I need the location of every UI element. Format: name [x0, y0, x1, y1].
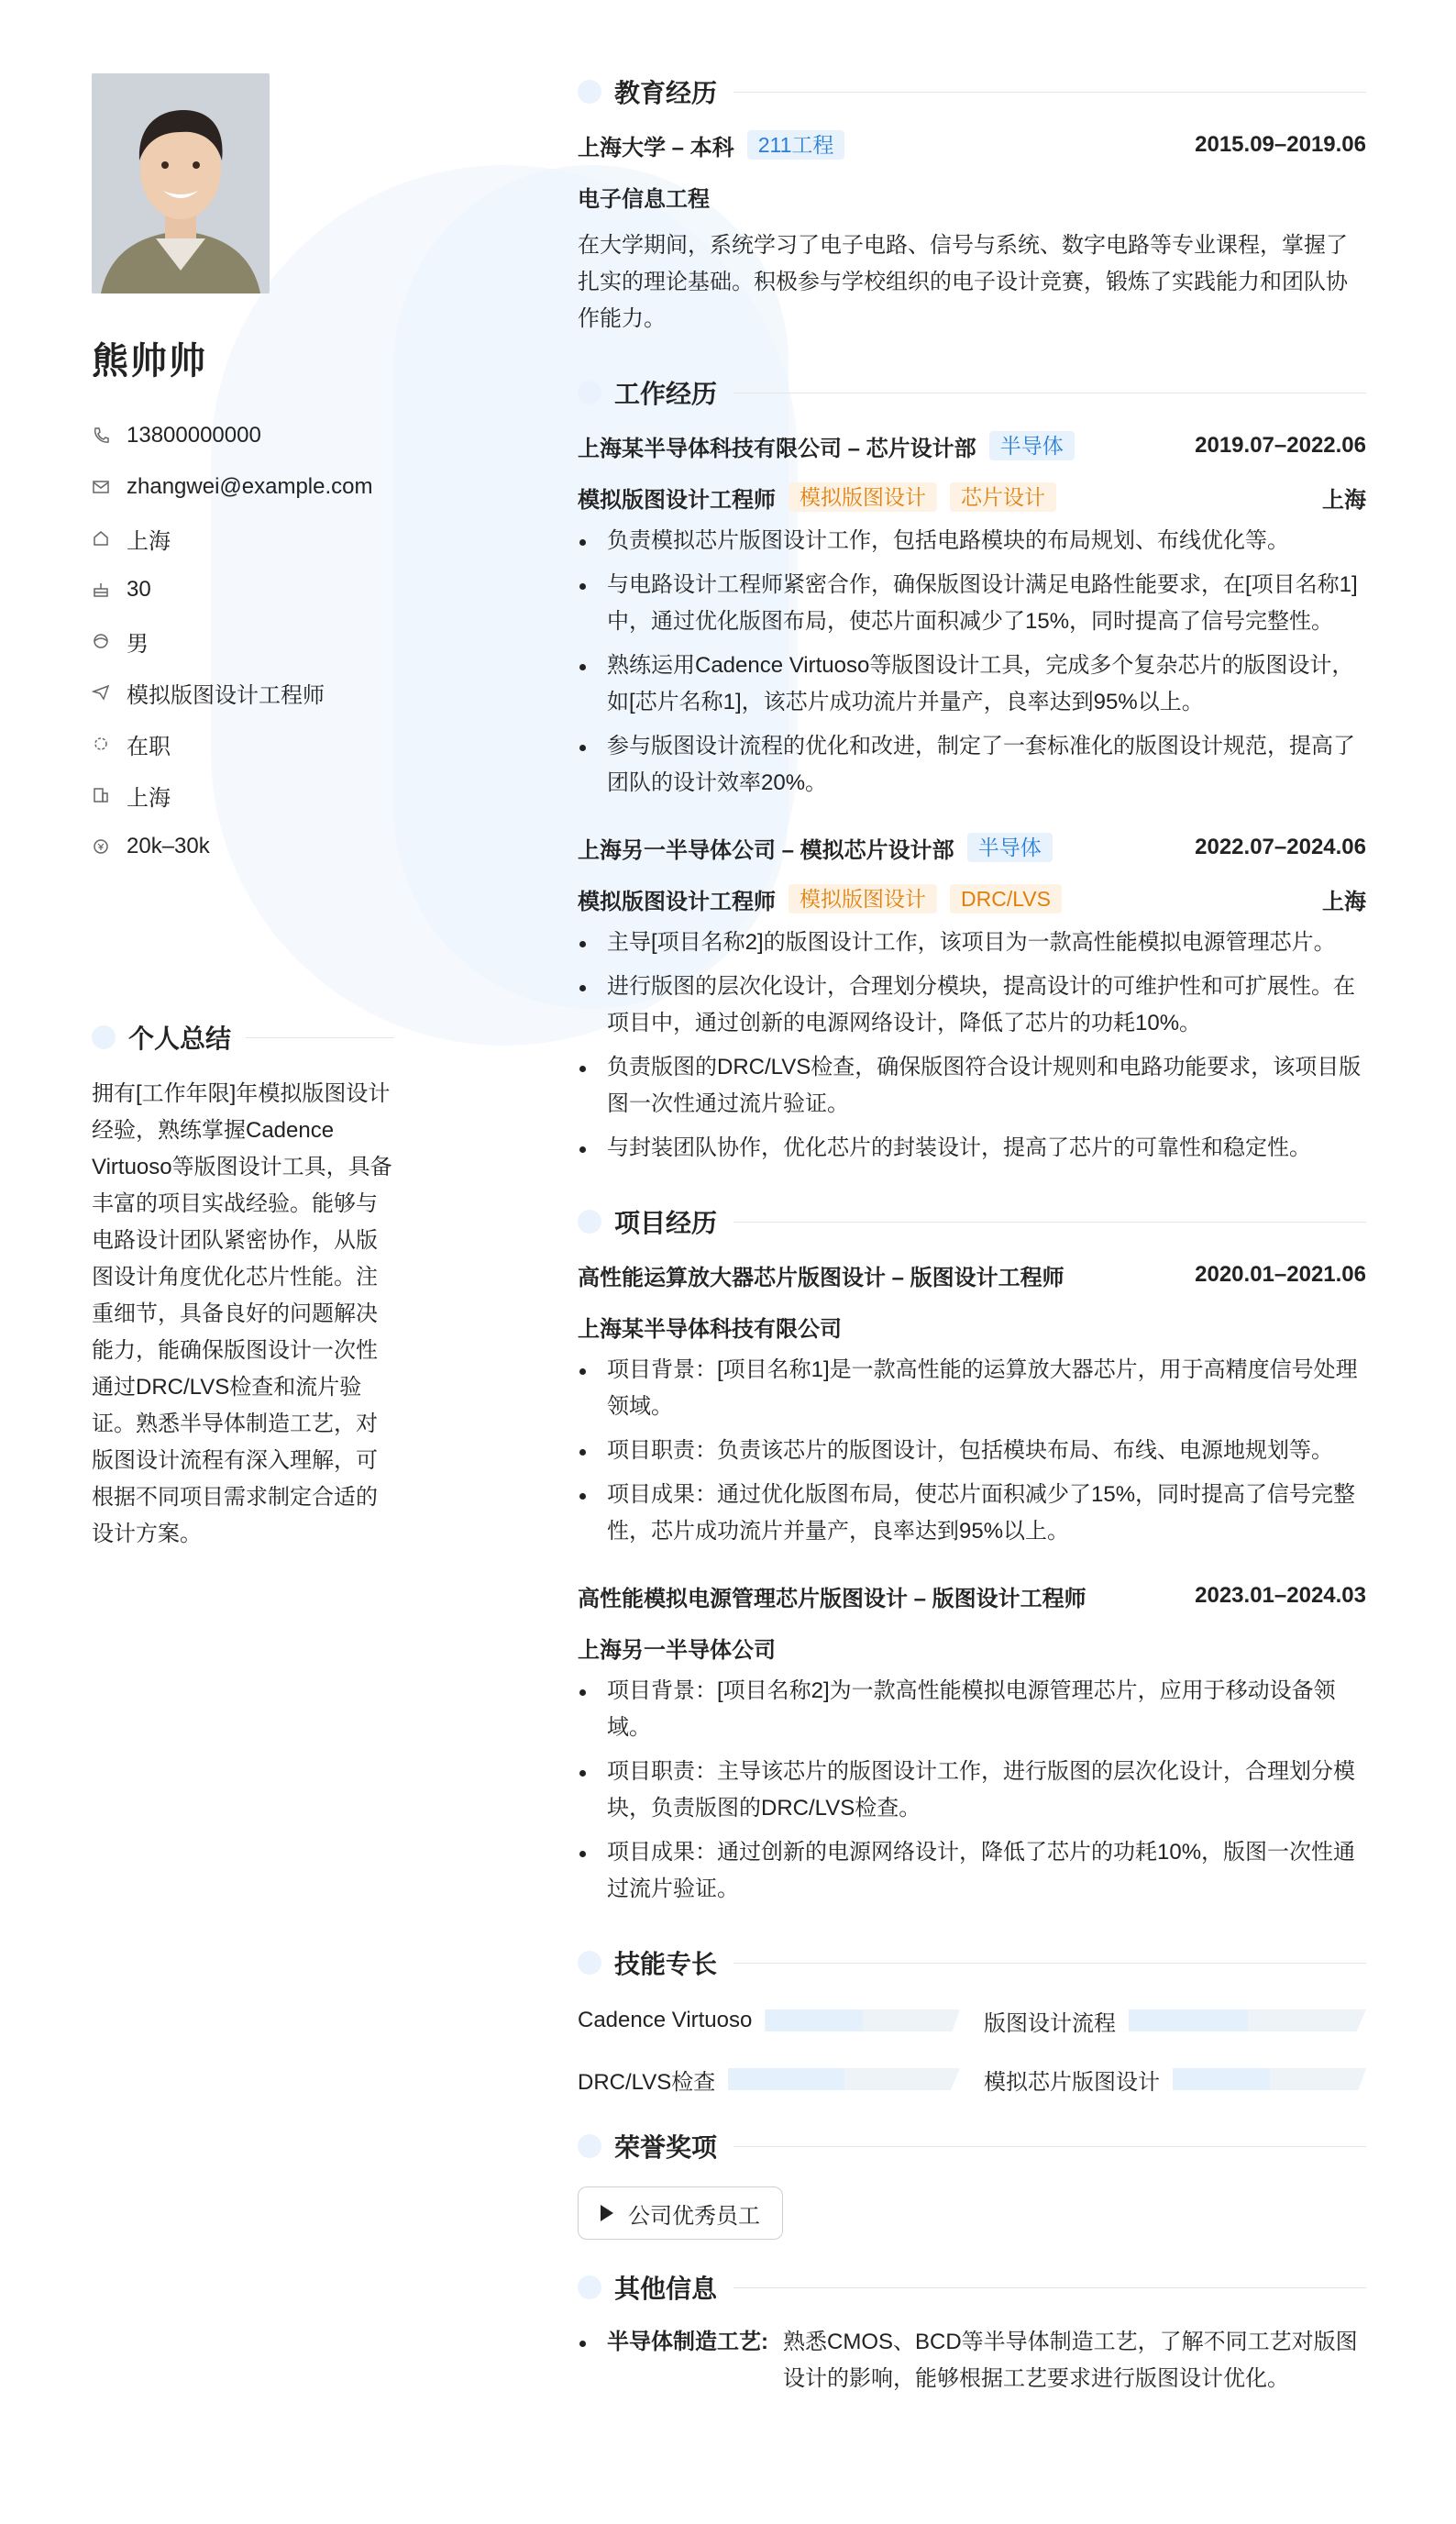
education-date: 2015.09–2019.06 [1195, 132, 1366, 157]
divider [734, 2146, 1366, 2147]
project-entry [578, 1570, 1366, 1908]
summary-title: 个人总结 [128, 1024, 232, 1053]
job-skill-tag: 模拟版图设计 [789, 884, 937, 913]
list-item: 项目背景：[项目名称1]是一款高性能的运算放大器芯片，用于高精度信号处理领域。 [578, 1352, 1366, 1425]
major-name: 电子信息工程 [578, 186, 710, 212]
summary-text: 拥有[工作年限]年模拟版图设计经验，熟练掌握Cadence Virtuoso等版图设计工具，具备丰富的项目实战经验。能够与电路设计团队紧密协作，从版图设计角度优化芯片性能。注重细节，具备良好的问题解决能力，能确保版图设计一次性通过DRC/LVS检查和流片验证。熟悉半导体制造工艺，对版图设计流程有深入理解，可根据不同项目需求制定合适的设计方案。 [92, 1081, 392, 1546]
job-bullets [578, 924, 1366, 1167]
list-item: 项目背景：[项目名称2]为一款高性能模拟电源管理芯片，应用于移动设备领域。 [578, 1673, 1366, 1746]
job-entry [578, 420, 1366, 802]
job-bullets [578, 523, 1366, 802]
skill-bar [765, 2009, 960, 2031]
info-salary [92, 821, 394, 872]
award-chip [578, 2186, 783, 2240]
project-entry [578, 1249, 1366, 1550]
list-item: 负责版图的DRC/LVS检查，确保版图符合设计规则和电路功能要求，该项目版图一次性通过流片验证。 [578, 1049, 1366, 1123]
section-dot-icon [578, 2134, 601, 2158]
job-role: 模拟版图设计工程师 [578, 889, 776, 914]
status-icon [92, 735, 110, 753]
job-skill-tag: 芯片设计 [950, 482, 1056, 512]
section-dot-icon [578, 80, 601, 104]
list-item: 进行版图的层次化设计，合理划分模块，提高设计的可维护性和可扩展性。在项目中，通过创新的电源网络设计，降低了芯片的功耗10%。 [578, 969, 1366, 1042]
building-icon [92, 786, 110, 804]
projects-header [578, 1194, 1366, 1249]
school-name: 上海大学 – 本科 [578, 135, 734, 161]
other-list [578, 2324, 1366, 2397]
education-row [578, 119, 1366, 171]
project-company: 上海某半导体科技有限公司 [578, 1316, 842, 1342]
job-company: 上海另一半导体公司 – 模拟芯片设计部 [578, 837, 954, 863]
skill-item [578, 2001, 960, 2040]
job-role-row [578, 471, 1366, 523]
email-text: zhangwei@example.com [127, 474, 373, 499]
info-phone [92, 410, 394, 461]
divider [246, 1037, 394, 1038]
info-status [92, 718, 394, 769]
other-title: 其他信息 [614, 2275, 718, 2303]
info-city [92, 769, 394, 821]
avatar-photo [92, 73, 270, 293]
job-city: 上海 [1322, 889, 1366, 914]
job-date: 2022.07–2024.06 [1195, 835, 1366, 859]
candidate-name: 熊帅帅 [92, 341, 207, 382]
list-item: 主导[项目名称2]的版图设计工作，该项目为一款高性能模拟电源管理芯片。 [578, 924, 1366, 961]
skill-item [984, 2001, 1366, 2040]
job-industry-tag: 半导体 [967, 833, 1053, 862]
list-item [578, 2324, 1366, 2397]
skill-bar-fill [765, 2009, 862, 2031]
gender-icon [92, 632, 110, 650]
project-date: 2023.01–2024.03 [1195, 1583, 1366, 1608]
list-item: 项目职责：负责该芯片的版图设计，包括模块布局、布线、电源地规划等。 [578, 1433, 1366, 1469]
other-key: 半导体制造工艺: [607, 2330, 768, 2354]
skill-bar [728, 2068, 960, 2090]
info-gender [92, 615, 394, 667]
divider [734, 1963, 1366, 1964]
section-dot-icon [578, 1951, 601, 1975]
job-role: 模拟版图设计工程师 [578, 487, 776, 513]
skill-item [984, 2060, 1366, 2098]
education-title: 教育经历 [614, 79, 718, 107]
status-text: 在职 [127, 734, 171, 759]
list-item: 负责模拟芯片版图设计工作，包括电路模块的布局规划、布线优化等。 [578, 523, 1366, 559]
skills-title: 技能专长 [614, 1950, 718, 1978]
job-role-row [578, 873, 1366, 924]
skill-name: DRC/LVS检查 [578, 2069, 716, 2095]
avatar [92, 73, 270, 293]
project-name-row [578, 1249, 1366, 1301]
job-industry-tag: 半导体 [989, 431, 1075, 460]
list-item: 熟练运用Cadence Virtuoso等版图设计工具，完成多个复杂芯片的版图设计，如[芯片名称1]，该芯片成功流片并量产，良率达到95%以上。 [578, 648, 1366, 721]
summary-header [92, 1019, 394, 1056]
divider [734, 1222, 1366, 1223]
mail-icon [92, 478, 110, 496]
list-item: 项目职责：主导该芯片的版图设计工作，进行版图的层次化设计，合理划分模块，负责版图的DRC/LVS检查。 [578, 1754, 1366, 1827]
education-header [578, 64, 1366, 119]
info-location [92, 513, 394, 564]
info-position [92, 667, 394, 718]
job-company-row [578, 420, 1366, 471]
send-icon [92, 683, 110, 702]
salary-text: 20k–30k [127, 834, 210, 858]
list-item: 项目成果：通过优化版图布局，使芯片面积减少了15%，同时提高了信号完整性，芯片成功流片并量产，良率达到95%以上。 [578, 1477, 1366, 1550]
project-company-row [578, 1301, 1366, 1352]
project-company: 上海另一半导体公司 [578, 1637, 776, 1663]
position-text: 模拟版图设计工程师 [127, 682, 325, 708]
job-company: 上海某半导体科技有限公司 – 芯片设计部 [578, 436, 976, 461]
skill-name: 模拟芯片版图设计 [984, 2069, 1160, 2095]
education-desc: 在大学期间，系统学习了电子电路、信号与系统、数字电路等专业课程，掌握了扎实的理论基础。积极参与学校组织的电子设计竞赛，锻炼了实践能力和团队协作能力。 [578, 233, 1348, 331]
age-text: 30 [127, 577, 151, 602]
job-skill-tag: 模拟版图设计 [789, 482, 937, 512]
skill-bar [1173, 2068, 1366, 2090]
cake-icon [92, 581, 110, 599]
job-company-row [578, 822, 1366, 873]
section-dot-icon [92, 1025, 116, 1049]
phone-icon [92, 426, 110, 445]
skill-item [578, 2060, 960, 2098]
job-skill-tag: DRC/LVS [950, 884, 1062, 913]
skill-bar [1129, 2009, 1366, 2031]
location-text: 上海 [127, 528, 171, 554]
info-age [92, 564, 394, 615]
project-name: 高性能运算放大器芯片版图设计 – 版图设计工程师 [578, 1265, 1064, 1290]
project-company-row [578, 1622, 1366, 1673]
divider [734, 2287, 1366, 2288]
play-icon [601, 2205, 613, 2221]
awards-title: 荣誉奖项 [614, 2133, 718, 2162]
skill-bar-fill [728, 2068, 844, 2090]
other-header [578, 2260, 1366, 2315]
salary-icon [92, 837, 110, 856]
skill-bar-fill [1173, 2068, 1270, 2090]
skill-name: Cadence Virtuoso [578, 2008, 753, 2032]
divider [734, 92, 1366, 93]
work-header [578, 365, 1366, 420]
sidebar [92, 73, 394, 1553]
awards-header [578, 2119, 1366, 2174]
section-dot-icon [578, 2275, 601, 2299]
job-entry [578, 822, 1366, 1167]
job-city: 上海 [1322, 487, 1366, 513]
phone-text: 13800000000 [127, 423, 261, 448]
city-text: 上海 [127, 785, 171, 811]
list-item: 与封装团队协作，优化芯片的封装设计，提高了芯片的可靠性和稳定性。 [578, 1130, 1366, 1167]
list-item: 项目成果：通过创新的电源网络设计，降低了芯片的功耗10%，版图一次性通过流片验证。 [578, 1834, 1366, 1908]
skill-bar-fill [1129, 2009, 1248, 2031]
major-row [578, 171, 1366, 222]
section-dot-icon [578, 381, 601, 404]
info-email [92, 461, 394, 513]
skill-name: 版图设计流程 [984, 2010, 1116, 2036]
project-name-row [578, 1570, 1366, 1622]
work-title: 工作经历 [614, 380, 718, 408]
project-bullets [578, 1673, 1366, 1908]
section-dot-icon [578, 1210, 601, 1234]
projects-title: 项目经历 [614, 1209, 718, 1237]
list-item: 与电路设计工程师紧密合作，确保版图设计满足电路性能要求，在[项目名称1]中，通过优化版图布局，使芯片面积减少了15%，同时提高了信号完整性。 [578, 567, 1366, 640]
other-value: 熟悉CMOS、BCD等半导体制造工艺，了解不同工艺对版图设计的影响，能够根据工艺要求进行版图设计优化。 [783, 2330, 1358, 2391]
list-item: 参与版图设计流程的优化和改进，制定了一套标准化的版图设计规范，提高了团队的设计效率20%。 [578, 728, 1366, 802]
gender-text: 男 [127, 631, 149, 657]
skills-grid [578, 2001, 1366, 2098]
school-tag: 211工程 [747, 130, 845, 160]
main-content [578, 64, 1366, 2405]
project-name: 高性能模拟电源管理芯片版图设计 – 版图设计工程师 [578, 1586, 1086, 1611]
home-icon [92, 529, 110, 548]
award-name: 公司优秀员工 [628, 2203, 760, 2229]
skills-header [578, 1935, 1366, 1990]
project-date: 2020.01–2021.06 [1195, 1262, 1366, 1287]
project-bullets [578, 1352, 1366, 1550]
job-date: 2019.07–2022.06 [1195, 433, 1366, 458]
